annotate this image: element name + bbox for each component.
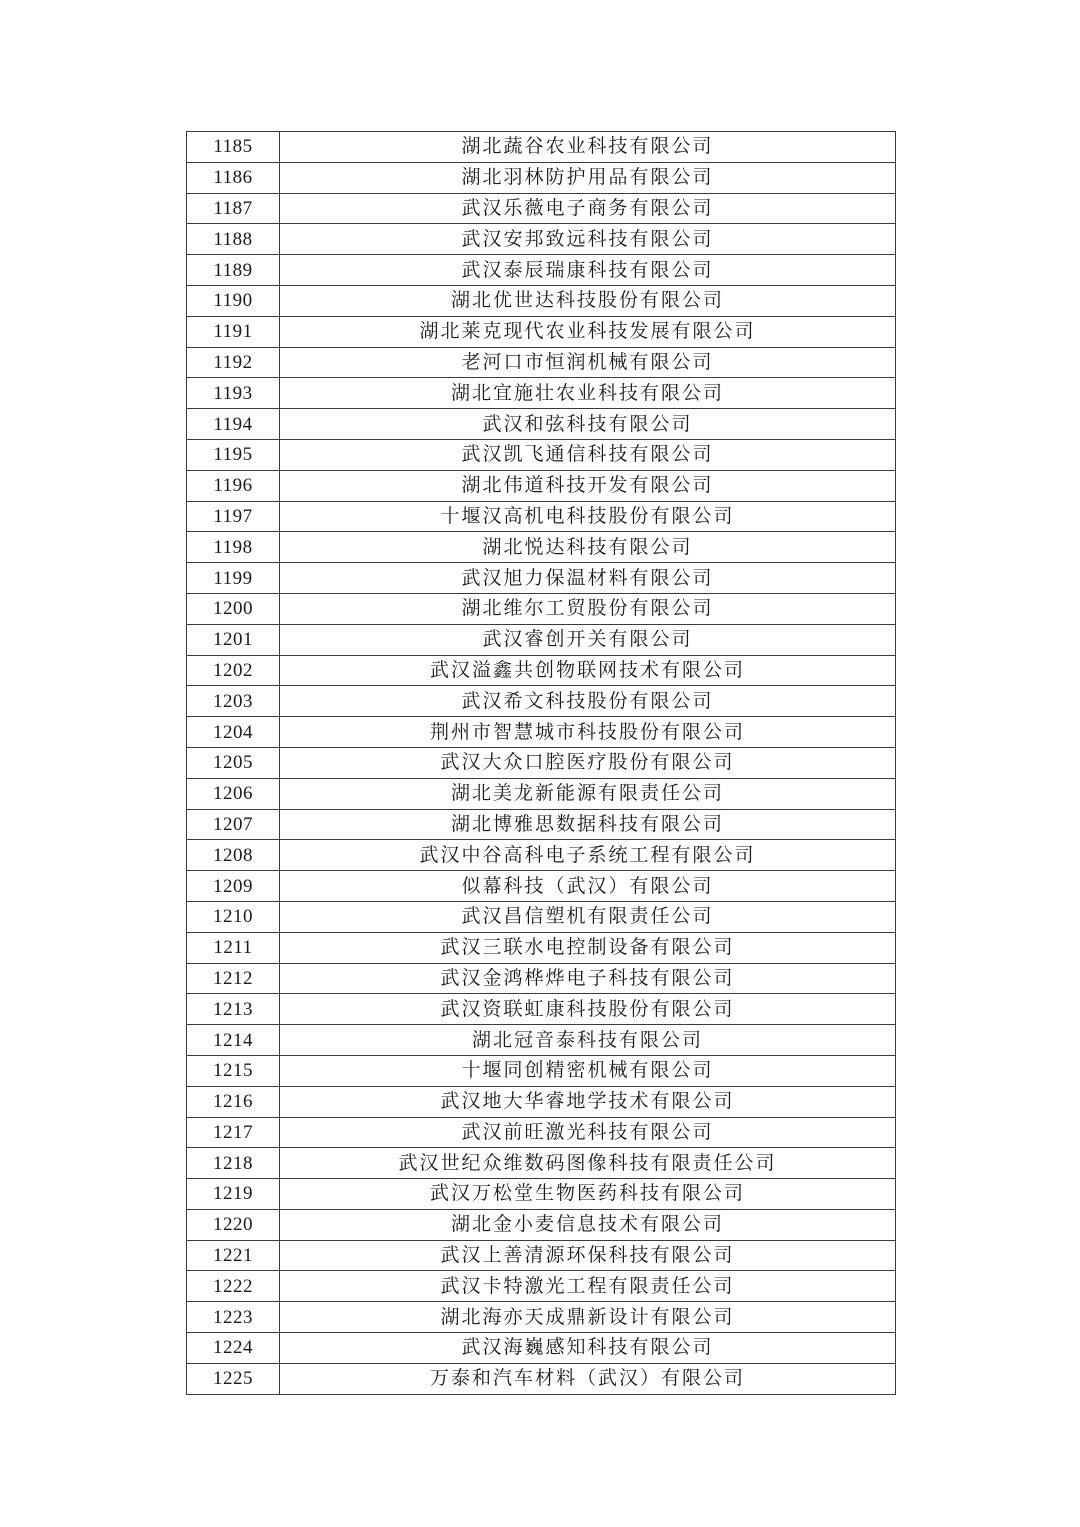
table-row xyxy=(187,193,896,224)
table-row xyxy=(187,439,896,470)
row-number-cell: 1186 xyxy=(187,162,280,193)
company-name-cell: 湖北冠音泰科技有限公司 xyxy=(280,1025,896,1056)
table-row xyxy=(187,255,896,286)
company-name-cell: 十堰汉高机电科技股份有限公司 xyxy=(280,501,896,532)
table-row xyxy=(187,593,896,624)
row-number-cell: 1192 xyxy=(187,347,280,378)
company-name-cell: 十堰同创精密机械有限公司 xyxy=(280,1055,896,1086)
row-number-cell: 1223 xyxy=(187,1302,280,1333)
table-body xyxy=(187,132,896,1395)
table-row xyxy=(187,932,896,963)
table-row xyxy=(187,778,896,809)
table-row xyxy=(187,532,896,563)
company-name-cell: 似幕科技（武汉）有限公司 xyxy=(280,871,896,902)
row-number-cell: 1200 xyxy=(187,593,280,624)
row-number-cell: 1185 xyxy=(187,132,280,163)
company-name-cell: 湖北美龙新能源有限责任公司 xyxy=(280,778,896,809)
company-name-cell: 武汉卡特激光工程有限责任公司 xyxy=(280,1271,896,1302)
row-number-cell: 1206 xyxy=(187,778,280,809)
company-name-cell: 万泰和汽车材料（武汉）有限公司 xyxy=(280,1363,896,1394)
table-row xyxy=(187,563,896,594)
company-name-cell: 荆州市智慧城市科技股份有限公司 xyxy=(280,717,896,748)
row-number-cell: 1211 xyxy=(187,932,280,963)
company-name-cell: 武汉大众口腔医疗股份有限公司 xyxy=(280,747,896,778)
row-number-cell: 1210 xyxy=(187,901,280,932)
table-row xyxy=(187,378,896,409)
row-number-cell: 1196 xyxy=(187,470,280,501)
company-name-cell: 湖北宜施壮农业科技有限公司 xyxy=(280,378,896,409)
company-name-cell: 武汉和弦科技有限公司 xyxy=(280,409,896,440)
table-row xyxy=(187,470,896,501)
table-row xyxy=(187,1055,896,1086)
table-row xyxy=(187,1117,896,1148)
company-name-cell: 武汉三联水电控制设备有限公司 xyxy=(280,932,896,963)
table-row xyxy=(187,1025,896,1056)
row-number-cell: 1220 xyxy=(187,1209,280,1240)
table-row xyxy=(187,409,896,440)
row-number-cell: 1225 xyxy=(187,1363,280,1394)
table-row xyxy=(187,1086,896,1117)
table-row xyxy=(187,717,896,748)
company-name-cell: 湖北海亦天成鼎新设计有限公司 xyxy=(280,1302,896,1333)
row-number-cell: 1222 xyxy=(187,1271,280,1302)
company-name-cell: 湖北优世达科技股份有限公司 xyxy=(280,285,896,316)
company-name-cell: 湖北金小麦信息技术有限公司 xyxy=(280,1209,896,1240)
table-row xyxy=(187,162,896,193)
row-number-cell: 1219 xyxy=(187,1179,280,1210)
company-name-cell: 湖北博雅思数据科技有限公司 xyxy=(280,809,896,840)
company-name-cell: 老河口市恒润机械有限公司 xyxy=(280,347,896,378)
table-row xyxy=(187,1209,896,1240)
table-row xyxy=(187,1179,896,1210)
row-number-cell: 1201 xyxy=(187,624,280,655)
company-name-cell: 武汉前旺激光科技有限公司 xyxy=(280,1117,896,1148)
row-number-cell: 1213 xyxy=(187,994,280,1025)
table-row xyxy=(187,1148,896,1179)
table-row xyxy=(187,224,896,255)
row-number-cell: 1193 xyxy=(187,378,280,409)
row-number-cell: 1205 xyxy=(187,747,280,778)
company-list-table xyxy=(186,131,896,1395)
row-number-cell: 1195 xyxy=(187,439,280,470)
company-name-cell: 湖北羽林防护用品有限公司 xyxy=(280,162,896,193)
row-number-cell: 1187 xyxy=(187,193,280,224)
company-name-cell: 武汉金鸿桦烨电子科技有限公司 xyxy=(280,963,896,994)
row-number-cell: 1189 xyxy=(187,255,280,286)
row-number-cell: 1209 xyxy=(187,871,280,902)
company-name-cell: 湖北悦达科技有限公司 xyxy=(280,532,896,563)
table-row xyxy=(187,624,896,655)
table-row xyxy=(187,747,896,778)
company-name-cell: 湖北维尔工贸股份有限公司 xyxy=(280,593,896,624)
table-row xyxy=(187,132,896,163)
row-number-cell: 1202 xyxy=(187,655,280,686)
row-number-cell: 1197 xyxy=(187,501,280,532)
row-number-cell: 1224 xyxy=(187,1333,280,1364)
table-row xyxy=(187,871,896,902)
row-number-cell: 1207 xyxy=(187,809,280,840)
table-row xyxy=(187,1363,896,1394)
table-row xyxy=(187,655,896,686)
table-row xyxy=(187,316,896,347)
table-row xyxy=(187,809,896,840)
company-name-cell: 武汉资联虹康科技股份有限公司 xyxy=(280,994,896,1025)
company-name-cell: 武汉泰辰瑞康科技有限公司 xyxy=(280,255,896,286)
row-number-cell: 1188 xyxy=(187,224,280,255)
company-name-cell: 武汉海巍感知科技有限公司 xyxy=(280,1333,896,1364)
company-name-cell: 武汉乐薇电子商务有限公司 xyxy=(280,193,896,224)
company-name-cell: 武汉地大华睿地学技术有限公司 xyxy=(280,1086,896,1117)
company-name-cell: 武汉万松堂生物医药科技有限公司 xyxy=(280,1179,896,1210)
table-row xyxy=(187,686,896,717)
table-row xyxy=(187,501,896,532)
table-row xyxy=(187,285,896,316)
company-name-cell: 湖北莱克现代农业科技发展有限公司 xyxy=(280,316,896,347)
company-name-cell: 武汉中谷高科电子系统工程有限公司 xyxy=(280,840,896,871)
company-name-cell: 武汉上善清源环保科技有限公司 xyxy=(280,1240,896,1271)
table-row xyxy=(187,901,896,932)
row-number-cell: 1214 xyxy=(187,1025,280,1056)
row-number-cell: 1190 xyxy=(187,285,280,316)
row-number-cell: 1218 xyxy=(187,1148,280,1179)
company-name-cell: 湖北伟道科技开发有限公司 xyxy=(280,470,896,501)
company-name-cell: 武汉睿创开关有限公司 xyxy=(280,624,896,655)
company-name-cell: 武汉旭力保温材料有限公司 xyxy=(280,563,896,594)
row-number-cell: 1194 xyxy=(187,409,280,440)
row-number-cell: 1198 xyxy=(187,532,280,563)
table-row xyxy=(187,963,896,994)
row-number-cell: 1204 xyxy=(187,717,280,748)
row-number-cell: 1221 xyxy=(187,1240,280,1271)
table-row xyxy=(187,347,896,378)
row-number-cell: 1212 xyxy=(187,963,280,994)
row-number-cell: 1199 xyxy=(187,563,280,594)
company-name-cell: 武汉安邦致远科技有限公司 xyxy=(280,224,896,255)
row-number-cell: 1191 xyxy=(187,316,280,347)
row-number-cell: 1203 xyxy=(187,686,280,717)
table-row xyxy=(187,1302,896,1333)
row-number-cell: 1216 xyxy=(187,1086,280,1117)
table-row xyxy=(187,1333,896,1364)
company-name-cell: 武汉世纪众维数码图像科技有限责任公司 xyxy=(280,1148,896,1179)
table-row xyxy=(187,1271,896,1302)
row-number-cell: 1215 xyxy=(187,1055,280,1086)
company-name-cell: 武汉溢鑫共创物联网技术有限公司 xyxy=(280,655,896,686)
table-row xyxy=(187,840,896,871)
row-number-cell: 1217 xyxy=(187,1117,280,1148)
table-row xyxy=(187,1240,896,1271)
row-number-cell: 1208 xyxy=(187,840,280,871)
company-name-cell: 武汉希文科技股份有限公司 xyxy=(280,686,896,717)
company-name-cell: 武汉凯飞通信科技有限公司 xyxy=(280,439,896,470)
table-row xyxy=(187,994,896,1025)
company-name-cell: 武汉昌信塑机有限责任公司 xyxy=(280,901,896,932)
company-name-cell: 湖北蔬谷农业科技有限公司 xyxy=(280,132,896,163)
